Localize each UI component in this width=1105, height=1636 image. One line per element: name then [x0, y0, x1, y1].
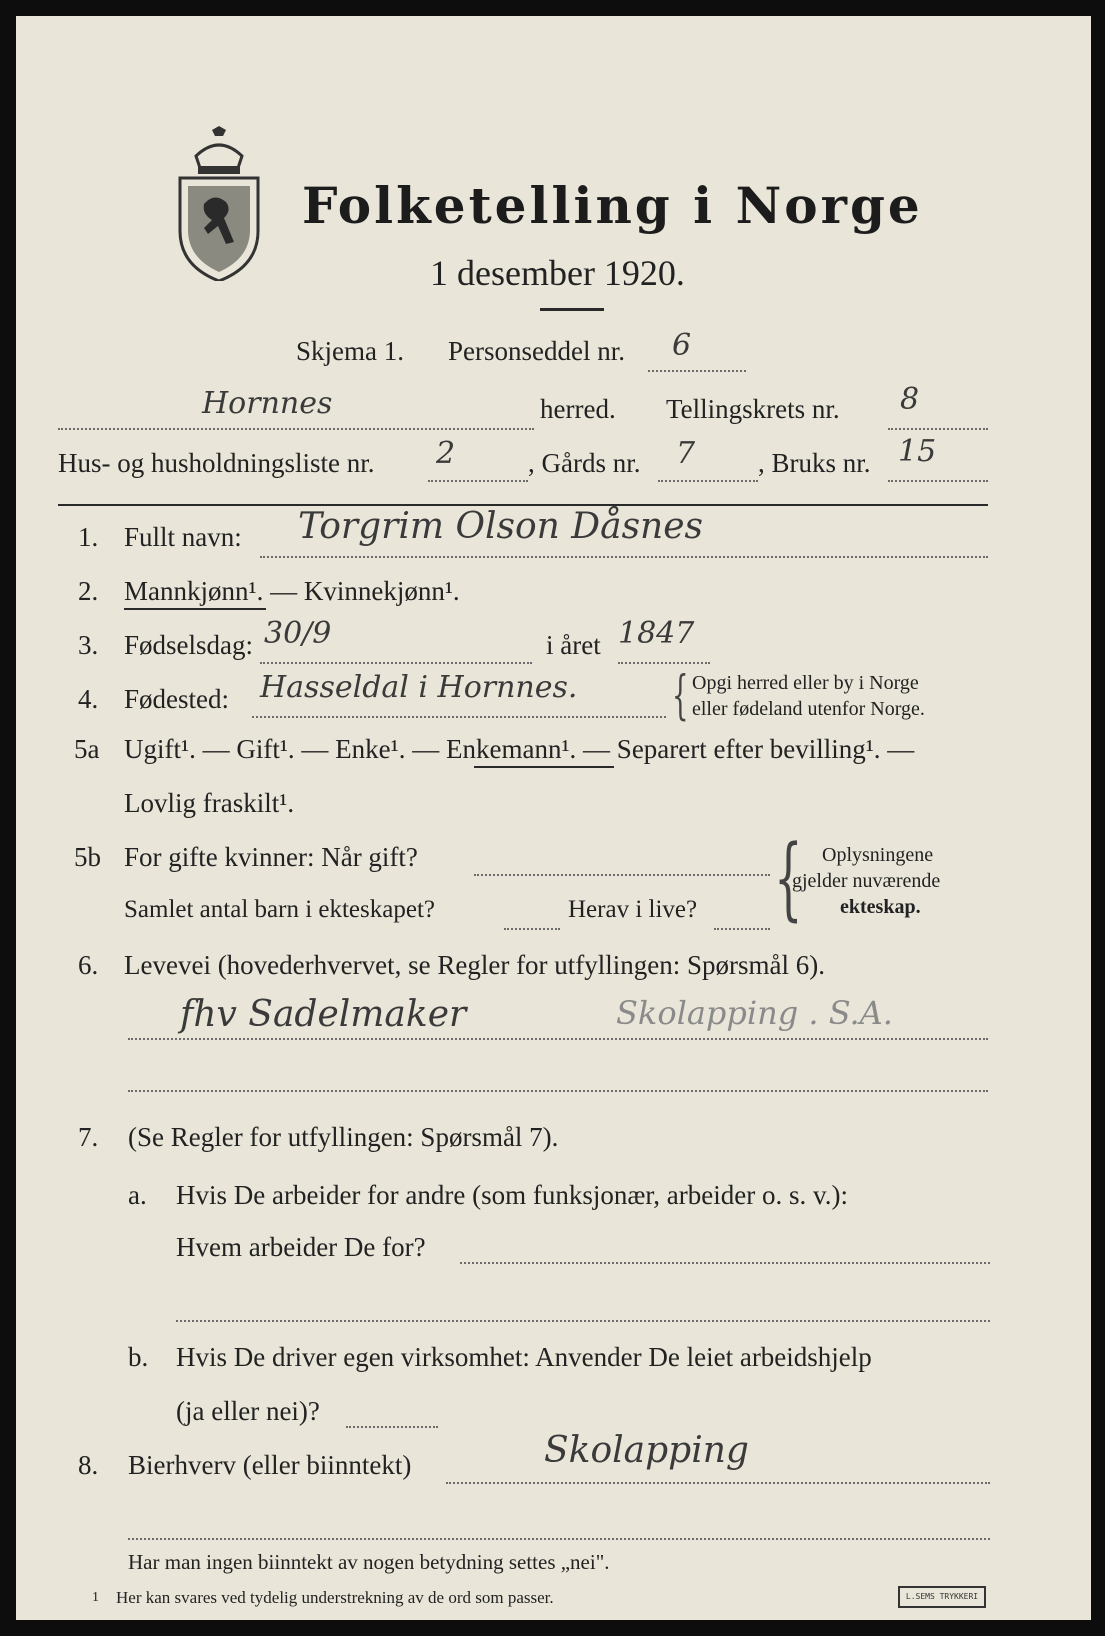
q7b-line1: Hvis De driver egen virksomhet: Anvender De leiet arbeidshjelp [176, 1342, 872, 1372]
q7b-line [346, 1426, 438, 1428]
q3-day-value: 30/9 [264, 616, 332, 651]
q7a-letter: a. [128, 1180, 147, 1210]
q7b-line2: (ja eller nei)? [176, 1396, 320, 1426]
q5a-line1: Ugift¹. — Gift¹. — Enke¹. — Enkemann¹. — Separert efter bevilling¹. — [124, 734, 915, 764]
husliste-value: 2 [436, 436, 456, 471]
printer-stamp: L.SEMS TRYKKERI [898, 1586, 986, 1608]
q7a-line2: Hvem arbeider De for? [176, 1232, 426, 1262]
q5b-married-line [474, 874, 770, 876]
tellingskrets-line [888, 428, 988, 430]
q3-number: 3. [78, 630, 99, 660]
q7-number: 7. [78, 1122, 99, 1152]
q4-line [252, 716, 666, 718]
herred-value: Hornnes [202, 386, 333, 421]
q4-brace: { [672, 666, 689, 726]
q1-value: Torgrim Olson Dåsnes [298, 506, 704, 547]
q6-number: 6. [78, 950, 99, 980]
title-divider [540, 308, 604, 311]
husliste-label: Hus- og husholdningsliste nr. [58, 448, 375, 478]
q5b-line2b: Herav i live? [568, 896, 698, 923]
personseddel-label: Personseddel nr. [448, 336, 625, 366]
q4-note-line1: Opgi herred eller by i Norge [692, 672, 919, 694]
herred-label: herred. [540, 394, 616, 424]
q4-note-line2: eller fødeland utenfor Norge. [692, 698, 925, 720]
coat-of-arms-icon [174, 126, 264, 281]
q1-label: Fullt navn: [124, 522, 242, 552]
footnote-text: Her kan svares ved tydelig understrekning av de ord som passer. [116, 1588, 554, 1607]
q5b-note1: Oplysningene [822, 844, 934, 866]
personseddel-value: 6 [672, 328, 692, 363]
q5b-note3: ekteskap. [840, 896, 921, 918]
q2-number: 2. [78, 576, 99, 606]
q5b-alive-line [714, 928, 770, 930]
footnote-mark: 1 [92, 1590, 99, 1605]
q3-day-line [260, 662, 532, 664]
q6-line2 [128, 1090, 988, 1092]
q4-value: Hasseldal i Hornnes. [260, 670, 578, 705]
q6-annotation: Skolapping . S.A. [616, 994, 893, 1032]
q7-label: (Se Regler for utfyllingen: Spørsmål 7). [128, 1122, 559, 1152]
q8-line2 [128, 1538, 990, 1540]
q5b-line1: For gifte kvinner: Når gift? [124, 842, 418, 872]
q2-underline [124, 608, 266, 610]
q7a-line2-rule [176, 1320, 990, 1322]
gards-line [658, 480, 758, 482]
bruks-line [888, 480, 988, 482]
bruks-label: , Bruks nr. [758, 448, 871, 478]
census-form [16, 16, 1091, 1620]
q3-year-value: 1847 [618, 616, 695, 651]
q5a-line2: Lovlig fraskilt¹. [124, 788, 295, 818]
bruks-value: 15 [898, 434, 937, 469]
q1-number: 1. [78, 522, 99, 552]
q5b-children-line [504, 928, 560, 930]
q5b-line2a: Samlet antal barn i ekteskapet? [124, 896, 435, 923]
q8-number: 8. [78, 1450, 99, 1480]
q8-label: Bierhverv (eller biinntekt) [128, 1450, 412, 1480]
form-title: Folketelling i Norge [302, 176, 923, 235]
q3-label: Fødselsdag: [124, 630, 254, 660]
footer-note: Har man ingen biinntekt av nogen betydning settes „nei". [128, 1550, 610, 1574]
tellingskrets-value: 8 [900, 382, 920, 417]
herred-line [58, 428, 534, 430]
q7a-line [460, 1262, 990, 1264]
q6-line1 [128, 1038, 988, 1040]
gards-label: , Gårds nr. [528, 448, 641, 478]
husliste-line [428, 480, 528, 482]
q4-label: Fødested: [124, 684, 229, 714]
q8-value: Skolapping [544, 1430, 749, 1471]
schema-label: Skjema 1. [296, 336, 404, 366]
q7b-letter: b. [128, 1342, 149, 1372]
gards-value: 7 [676, 436, 696, 471]
census-date: 1 desember 1920. [430, 253, 685, 293]
q8-line [446, 1482, 990, 1484]
q3-year-line [618, 662, 710, 664]
q7a-line1: Hvis De arbeider for andre (som funksjonær, arbeider o. s. v.): [176, 1180, 848, 1210]
tellingskrets-label: Tellingskrets nr. [666, 394, 840, 424]
q5a-underline [474, 766, 614, 768]
q2-label: Mannkjønn¹. — Kvinnekjønn¹. [124, 576, 460, 606]
q5b-note2: gjelder nuværende [792, 870, 941, 892]
q5a-number: 5a [74, 734, 100, 764]
q6-value: fhv Sadelmaker [180, 994, 467, 1035]
q3-year-label: i året [546, 630, 601, 660]
q1-line [260, 556, 988, 558]
q5b-brace: { [774, 826, 803, 931]
q6-label: Levevei (hovederhvervet, se Regler for utfyllingen: Spørsmål 6). [124, 950, 826, 980]
q4-number: 4. [78, 684, 99, 714]
personseddel-line [648, 370, 746, 372]
q5b-number: 5b [74, 842, 101, 872]
